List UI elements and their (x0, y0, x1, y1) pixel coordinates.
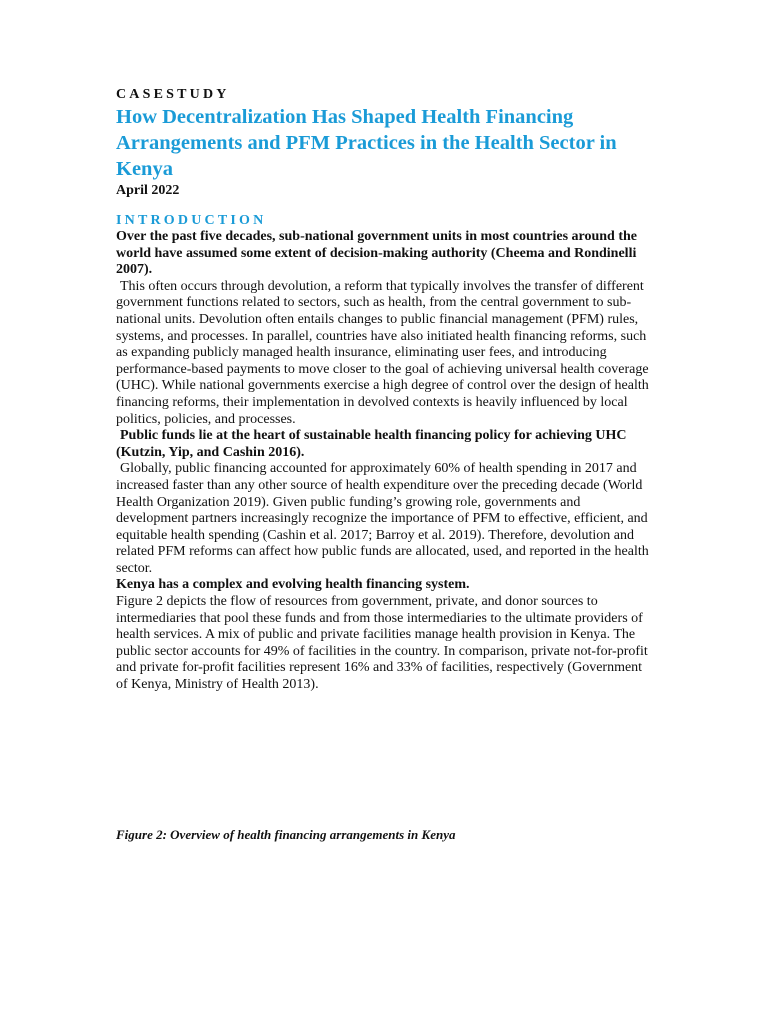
paragraph-lead: Over the past five decades, sub-national government units in most countries around the world have assumed some extent of decision-making authority (Cheema and Rondinelli 2007). (116, 229, 638, 278)
section-heading-introduction: INTRODUCTION (116, 213, 267, 228)
paragraph-global-financing: Globally, public financing accounted for approximately 60% of health spending in 2017 and increased faster than any other source of health expenditure over the preceding decade (World Health Organization 2019). Given public funding’s growing role, governments and development partners increasingly recognize the importance of PFM to effective, efficient, and equitable health spending (Cashin et al. 2017; Barroy et al. 2019). Therefore, devolution and related PFM reforms can affect how public funds are allocated, used, and reported in the health sector. (116, 461, 649, 576)
paragraph-figure-description: Figure 2 depicts the flow of resources from government, private, and donor sources to intermediaries that pool these funds and from those intermediaries to the ultimate providers of health services. A mix of public and private facilities manage health provision in Kenya. The public sector accounts for 49% of facilities in the country. In comparison, private not-for-profit and private for-profit facilities represent 16% and 33% of facilities, respectively (Government of Kenya, Ministry of Health 2013). (116, 594, 648, 693)
paragraph-public-funds-heading: Public funds lie at the heart of sustainable health financing policy for achieving UHC (Kutzin, Yip, and Cashin 2016). (116, 428, 627, 460)
publication-date: April 2022 (116, 183, 180, 198)
paragraph-devolution: This often occurs through devolution, a reform that typically involves the transfer of different government functions related to sectors, such as health, from the central government to sub-national units. Devolution often entails changes to public financial management (PFM) rules, systems, and processes. In parallel, countries have also initiated health financing reforms, such as expanding publicly managed health insurance, eliminating user fees, and introducing performance-based payments to move closer to the goal of achieving universal health coverage (UHC). While national governments exercise a high degree of control over the design of health financing reforms, their implementation in devolved contexts is heavily influenced by local politics, policies, and processes. (116, 278, 649, 427)
document-title: How Decentralization Has Shaped Health Financing Arrangements and PFM Practices in the Health Sector in Kenya (116, 106, 617, 180)
paragraph-kenya-heading: Kenya has a complex and evolving health financing system. (116, 577, 470, 593)
document-body (116, 86, 654, 694)
case-study-label: CASESTUDY (116, 87, 230, 102)
figure-caption: Figure 2: Overview of health financing arrangements in Kenya (116, 827, 456, 842)
